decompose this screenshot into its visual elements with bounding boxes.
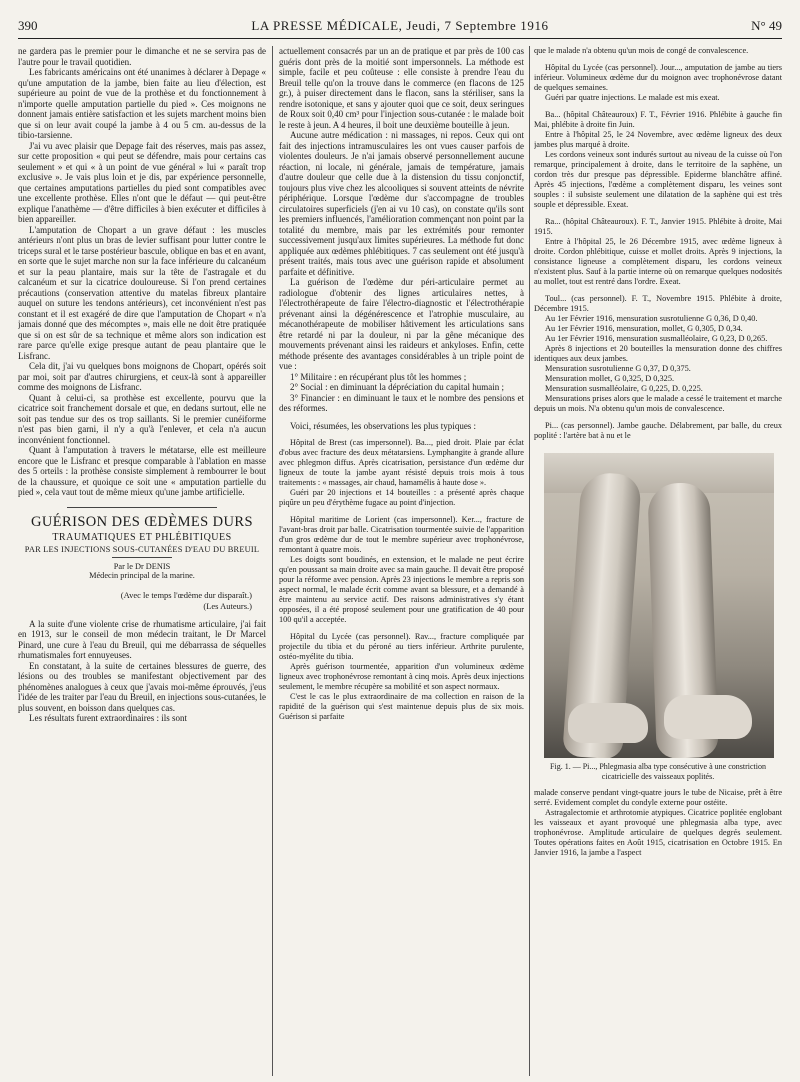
observation: que le malade n'a obtenu qu'un mois de congé de convalescence. xyxy=(534,46,749,55)
observation: Pi... (cas personnel). Jambe gauche. Délabrement, par balle, du creux poplité : l'artère bat à nu et le xyxy=(534,421,782,440)
observation: Guéri par quatre injections. Le malade est mis exeat. xyxy=(545,93,720,102)
column-3 xyxy=(534,46,782,1076)
journal-title: LA PRESSE MÉDICALE, Jeudi, 7 Septembre 1916 xyxy=(251,18,549,33)
observation: Toul... (cas personnel). F. T., Novembre 1915. Phlébite à droite, Décembre 1915. xyxy=(534,294,782,313)
column-2 xyxy=(279,46,524,1076)
epigraph xyxy=(18,590,266,612)
observation: Hôpital du Lycée (cas personnel). Rav..., fracture compliquée par projectile du tibia et du péroné au tiers inférieur. Arthrite purulente, ostéo-myélite du tibia. xyxy=(279,632,524,661)
list-item: 1° Militaire : en récupérant plus tôt les hommes ; xyxy=(290,371,467,382)
observation: Au 1er Février 1916, mensuration susmalléolaire, G 0,23, D 0,265. xyxy=(545,334,768,343)
figure-photograph xyxy=(544,453,774,758)
article-author: Par le Dr DENIS xyxy=(113,561,171,571)
photo-right-foot xyxy=(664,695,752,739)
photo-cloth xyxy=(544,453,774,493)
issue-number: N° 49 xyxy=(751,18,782,33)
observation: Après guérison tourmentée, apparition d'un volumineux œdème ligneux avec trophonévrose remontant à cinq mois. Après deux injections seulement, le membre récupère sa mobilité et son aspect normaux. xyxy=(279,662,524,691)
paragraph: L'amputation de Chopart a un grave défaut : les muscles antérieurs n'ont plus un bras de levier suffisant pour lutter contre le triceps sural et le tarse postérieur bascule, oblique en bas et en avant, en sorte que le sujet marche non sur la face inférieure du calcanéum et sur la peau plantaire, mais sur la tête de l'astragale et du calcanéum et sur la cicatrice douloureuse. Si l'on prend certaines précautions (conservation attentive du matelas fibreux plantaire auquel on suture les tendons antérieurs), cet inconvénient n'est pas constant et il est exagéré de dire que l'amputation de Chopart « n'a jamais donné que des mécomptes », mais elle ne doit être pratiquée que si on est sûr de sa technique et même alors son indication est rare parce qu'elle exige presque autant de peau plantaire que le Lisfranc. xyxy=(18,224,266,361)
column-1 xyxy=(18,46,266,1076)
paragraph: Quant à celui-ci, sa prothèse est excellente, pourvu que la cicatrice soit franchement dorsale et que, en dedans surtout, elle ne soit pas tendue sur des os trop saillants. Si le premier cunéiforme n'est pas bien garni, il n'y a qu'à l'enlever, et cela n'a aucun inconvénient fonctionnel. xyxy=(18,392,266,445)
observation: Les cordons veineux sont indurés surtout au niveau de la cuisse où l'on remarque, principalement à droite, dans le territoire de la saphène, un cordon très dur presque pas dépressible. Epiderme blanchâtre affiné. Après 45 injections, l'œdème a complètement disparu, les veines sont souples : il subsiste seulement une dilatation de la saphène qui est très souple et dépressible. Exeat. xyxy=(534,150,782,209)
observation: Mensuration susrotulienne G 0,37, D 0,375. xyxy=(545,364,691,373)
observation: Ba... (hôpital Châteauroux) F. T., Février 1916. Phlébite à gauche fin Mai, phlébite à droite fin Juin. xyxy=(534,110,782,129)
observation: Au 1er Février 1916, mensuration, mollet, G 0,305, D 0,34. xyxy=(545,324,743,333)
paragraph: A la suite d'une violente crise de rhumatisme articulaire, j'ai fait en 1913, sur le conseil de mon médecin traitant, le Dr Marcel Pinard, une cure à l'eau du Breuil, qui me débarrassa de séquelles rhumatismales fort ennuyeuses. xyxy=(18,618,266,660)
paragraph: La guérison de l'œdème dur péri-articulaire permet au radiologue d'obtenir des lignes articulaires nettes, à l'électrothérapeute de faire l'électro-diagnostic et l'électrothérapie prévenant ainsi la dégénérescence et l'atrophie musculaire, au mécanothérapeute de mobiliser hâtivement les articulations sans être retardé ni par la douleur, ni par la gêne mécanique des mouvements prévenant ainsi les raideurs et ankyloses. Enfin, cette méthode présente des avantages considérables à un triple point de vue : xyxy=(279,277,524,371)
article-method: PAR LES INJECTIONS SOUS-CUTANÉES D'EAU DU BREUIL xyxy=(24,544,260,554)
article-subtitle: TRAUMATIQUES ET PHLÉBITIQUES xyxy=(52,531,232,543)
observation: Hôpital maritime de Lorient (cas impersonnel). Ker..., fracture de l'avant-bras droit par balle. Cicatrisation tourmentée suivie de l'apparition d'un gros œdème dur de tout le membre supérieur avec trophonévrose, remontant à quatre mois. xyxy=(279,515,524,554)
column-divider xyxy=(272,46,273,1076)
observation: C'est le cas le plus extraordinaire de ma collection en raison de la rapidité de la guérison qui s'est maintenue depuis plus de six mois. Guérison si parfaite xyxy=(279,692,524,721)
observation: Hôpital de Brest (cas impersonnel). Ba..., pied droit. Plaie par éclat d'obus avec fracture des deux métatarsiens. Lymphangite à grande allure avec phlegmon diffus. Après cicatrisation, persistance d'un œdème dur ligneux de toute la jambe ayant résisté depuis trois mois à tous traitements : « massages, air chaud, hamamélis à haute dose ». xyxy=(279,438,524,487)
paragraph: J'ai vu avec plaisir que Depage fait des réserves, mais pas assez, sur cette proposition « qui peut se défendre, mais pour certains cas seulement » et qui « à un point de vue général » lui « paraît trop exclusive ». Je vais plus loin et je dis, par expérience personnelle, que certaines amputations partielles du pied sont compatibles avec une excellente prothèse. Elles n'ont que le défaut — qui peut-être explique l'anathème — d'être difficiles à bien exécuter et difficiles à bien appareiller. xyxy=(18,140,266,224)
observation: Après 8 injections et 20 bouteilles la mensuration donne des chiffres identiques aux deux jambes. xyxy=(534,344,782,363)
observation: Entre à l'hôpital 25, le 26 Décembre 1915, avec œdème ligneux à droite. Cordon phlébitique, cuisse et mollet droits. Après 9 injections, la consistance ligneuse a complètement disparu, les cordons veineux n'existent plus. Sauf à la partie interne où on remarque quelques nodosités au mollet, tout est rentré dans l'ordre. Exeat. xyxy=(534,237,782,286)
paragraph: Voici, résumées, les observations les plus typiques : xyxy=(290,420,477,431)
observation: Ra... (hôpital Châteauroux). F. T., Janvier 1915. Phlébite à droite, Mai 1915. xyxy=(534,217,782,236)
observation: Au 1er Février 1916, mensuration susrotulienne G 0,36, D 0,40. xyxy=(545,314,758,323)
list-item: 2° Social : en diminuant la dépréciation du capital humain ; xyxy=(290,382,505,392)
paragraph: Les fabricants américains ont été unanimes à déclarer à Depage « qu'une amputation de la jambe, bien faite au lieu d'élection, est supérieure au point de vue de la prothèse et du fonctionnement à n'importe quelle amputation partielle du pied ». Ces moignons ne donnent jamais entière satisfaction et les sujets marchent moins bien que si on leur avait coupé la jambe à 4 ou 5 cm. au-dessus de la tibio-tarsienne. xyxy=(18,67,266,140)
figure-caption: Fig. 1. — Pi..., Phlegmasia alba type consécutive à une constriction cicatricielle des vaisseaux poplités. xyxy=(550,762,766,781)
page-header xyxy=(18,14,782,39)
paragraph: Quant à l'amputation à travers le métatarse, elle est meilleure encore que le Lisfranc et presque comparable à l'ablation en masse des 5 orteils : la prothèse consiste simplement à rembourrer le bout de la chaussure, et quoique ce soit une « amputation partielle du pied », cela vaut tout de même mieux qu'une jambe artificielle. xyxy=(18,445,266,497)
observation: Astragalectomie et arthrotomie atypiques. Cicatrice poplitée englobant les vaisseaux et ayant provoqué une phlegmasia alba type, avec trophonévrose. Amplitude articulaire de quelques degrés seulement. Toutes opérations faites en Août 1915, cicatrisation en Octobre 1915. En Janvier 1916, la jambe a l'aspect xyxy=(534,808,782,857)
observation: malade conserve pendant vingt-quatre jours le tube de Nicaise, prêt à être serré. Evidement complet du condyle externe pour ostéite. xyxy=(534,788,782,807)
list-item: 3° Financier : en diminuant le taux et le nombre des pensions et des réformes. xyxy=(279,392,524,413)
epigraph-text: (Avec le temps l'œdème dur disparaît.) xyxy=(120,589,252,600)
paragraph: Les résultats furent extraordinaires : ils sont xyxy=(29,713,187,723)
observation: Les doigts sont boudinés, en extension, et le malade ne peut écrire qu'en poussant sa main droite avec sa main gauche. Il devait être proposé pour la réforme avec pension. Après 23 injections le membre a repris son aspect normal, le malade écrit comme avant sa blessure, et a demandé à être maintenu au service actif. Des raisons administratives s'y étant opposées, il a été proposé seulement pour une gratification de 40 pour 100 qu'il a acceptée. xyxy=(279,555,524,624)
observation: Mensuration susmalléolaire, G 0,225, D. 0,225. xyxy=(545,384,703,393)
observation: Hôpital du Lycée (cas personnel). Jour..., amputation de jambe au tiers inférieur. Volumineux œdème dur du moignon avec trophonévrose datant de quelques semaines. xyxy=(534,63,782,92)
paragraph: actuellement consacrés par un an de pratique et par près de 100 cas guéris dont près de la moitié sont impersonnels. La méthode est simple, facile et peu coûteuse : elle consiste à prendre l'eau du Breuil telle qu'on la trouve dans le commerce (en flacons de 125 gr.), à puiser directement dans le flacon, sans la stériliser, sans la rendre isotonique, et sans y ajouter quoi que ce soit, deux seringues de Roux soit 0,40 cm³ pour l'injection sous-cutanée : le malade boit le reste à jeun. A 4 heures, il boit une deuxième bouteille à jeun. xyxy=(279,46,524,130)
paragraph: Cela dit, j'ai vu quelques bons moignons de Chopart, opérés soit par moi, soit par d'autres chirurgiens, et ceux-là sont à appareiller comme des moignons de Lisfranc. xyxy=(18,361,266,392)
observation: Mensurations prises alors que le malade a cessé le traitement et marche depuis un mois. N'a obtenu qu'un mois de convalescence. xyxy=(534,394,782,413)
article-title: GUÉRISON DES ŒDÈMES DURS xyxy=(31,513,253,530)
section-rule xyxy=(67,507,217,508)
column-divider xyxy=(529,46,530,1076)
author-role: Médecin principal de la marine. xyxy=(89,570,195,580)
paragraph: Aucune autre médication : ni massages, ni repos. Ceux qui ont fait des injections intramusculaires les ont vues causer parfois de violentes douleurs. Je n'ai jamais observé personnellement aucune réaction, ni locale, ni générale, jamais de température, jamais d'autre douleur que celle due à la distension du tissu conjonctif, toujours plus vive chez les alcooliques si souvent atteints de névrite périphérique. Lorsque l'œdème dur s'accompagne de troubles circulatoires superficiels (j'en ai vu 10 cas), on constate qu'ils sont les premiers influencés, l'amélioration commençant non point par la totalité du membre, mais par les extrémités pour remonter successivement jusqu'aux limites supérieures. La méthode fut donc appliquée aux œdèmes phlébitiques. 7 cas seulement ont été jusqu'à présent traités, mais tous avec une guérison rapide et absolument parfaite et définitive. xyxy=(279,130,524,277)
observation: Entre à l'hôpital 25, le 24 Novembre, avec œdème ligneux des deux jambes plus marqué à droite. xyxy=(534,130,782,149)
observation: Mensuration mollet, G 0,325, D 0,325. xyxy=(545,374,675,383)
observation: Guéri par 20 injections et 14 bouteilles : a présenté après chaque piqûre un peu d'érythème fugace au point d'injection. xyxy=(279,488,524,507)
paragraph: ne gardera pas le premier pour le dimanche et ne se servira pas de l'autre pour le travail quotidien. xyxy=(18,46,266,67)
photo-left-foot xyxy=(568,703,648,743)
epigraph-source: (Les Auteurs.) xyxy=(203,600,252,611)
paragraph: En constatant, à la suite de certaines blessures de guerre, des lésions ou des troubles se manifestant objectivement par des phénomènes analogues à ceux que j'avais moi-même éprouvés, j'eus l'idée de les traiter par l'eau du Breuil, en injections sous-cutanées, le plus souvent, en boisson dans quelques cas. xyxy=(18,660,266,713)
title-rule xyxy=(112,557,172,558)
page-number: 390 xyxy=(18,18,38,33)
